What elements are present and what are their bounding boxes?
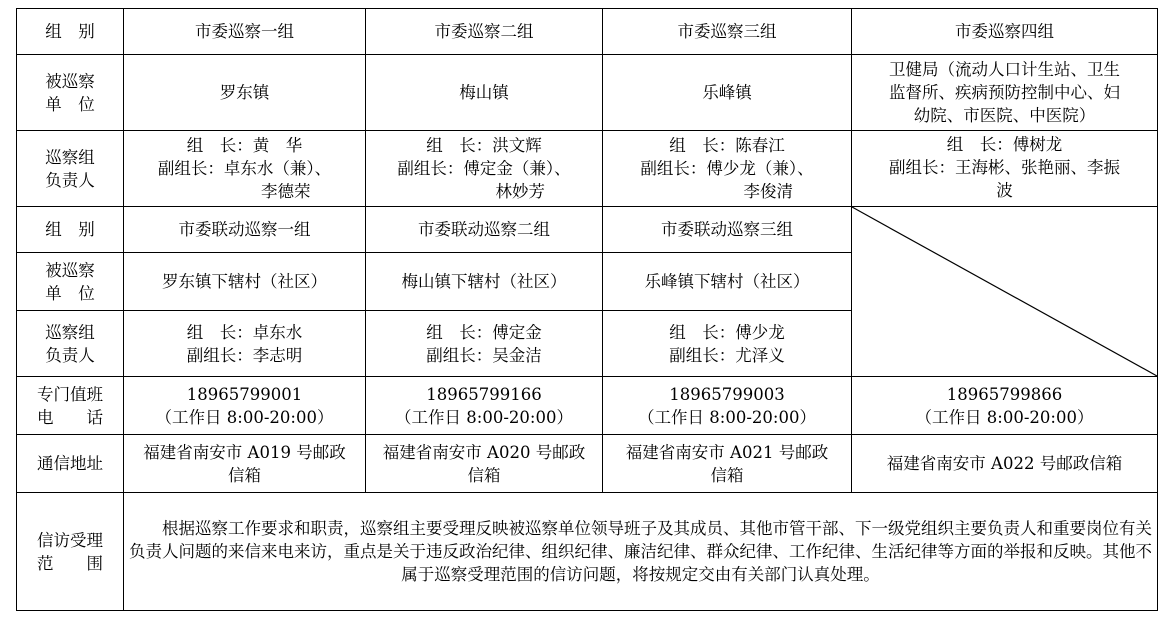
header-text: 被巡察 bbox=[45, 260, 95, 280]
header-text: 负责人 bbox=[45, 345, 95, 365]
linked-group-name-cell bbox=[366, 207, 603, 253]
header-text: 组 别 bbox=[45, 22, 95, 41]
postal-address: 福建省南安市 A022 号邮政信箱 bbox=[886, 454, 1123, 473]
postal-address-cont: 信箱 bbox=[228, 465, 261, 485]
group-name-cell bbox=[603, 9, 852, 55]
linked-leaders-cell bbox=[124, 311, 366, 377]
group-leader: 组 长：傅树龙 bbox=[946, 135, 1063, 154]
linked-group-name: 市委联动巡察二组 bbox=[418, 220, 550, 239]
linked-unit-cell bbox=[124, 253, 366, 311]
row-header-inspected-unit bbox=[17, 253, 124, 311]
address-cell bbox=[366, 435, 603, 493]
row-header-address bbox=[17, 435, 124, 493]
inspected-unit: 罗东镇 bbox=[219, 83, 270, 102]
linked-unit: 乐峰镇下辖村（社区） bbox=[644, 272, 810, 291]
table-row bbox=[17, 493, 1158, 611]
phone-number: 18965799003 bbox=[669, 384, 785, 404]
group-leader: 组 长：洪文辉 bbox=[426, 136, 542, 155]
phone-cell bbox=[603, 377, 852, 435]
deputy-leader-cont: 李俊清 bbox=[743, 182, 793, 201]
group-leader: 组 长：陈春江 bbox=[669, 136, 785, 155]
header-text: 被巡察 bbox=[45, 71, 95, 91]
phone-cell bbox=[124, 377, 366, 435]
deputy-leader-cont: 波 bbox=[996, 181, 1013, 200]
group-name: 市委巡察三组 bbox=[677, 22, 777, 41]
group-name-cell bbox=[366, 9, 603, 55]
linked-group-name-cell bbox=[124, 207, 366, 253]
header-text: 信访受理 bbox=[37, 530, 103, 550]
deputy-leader: 副组长：卓东水（兼）、 bbox=[157, 159, 332, 178]
header-text: 范 围 bbox=[37, 553, 103, 573]
header-text: 单 位 bbox=[45, 283, 95, 303]
inspected-unit-cell bbox=[124, 55, 366, 131]
table-row bbox=[17, 207, 1158, 253]
phone-number: 18965799001 bbox=[186, 384, 303, 404]
inspected-unit: 梅山镇 bbox=[459, 83, 509, 102]
linked-unit-cell bbox=[603, 253, 852, 311]
group-leader: 组 长：傅少龙 bbox=[669, 322, 785, 342]
group-name-cell bbox=[124, 9, 366, 55]
postal-address: 福建省南安市 A020 号邮政 bbox=[382, 442, 586, 462]
deputy-leader: 副组长：傅定金（兼）、 bbox=[397, 159, 571, 178]
deputy-leader: 副组长：尤泽义 bbox=[669, 345, 785, 365]
deputy-leader-cont: 李德荣 bbox=[261, 182, 311, 201]
inspected-unit-cell bbox=[366, 55, 603, 131]
row-header-leaders bbox=[17, 311, 124, 377]
address-cell bbox=[603, 435, 852, 493]
deputy-leader: 副组长：傅少龙（兼）、 bbox=[640, 159, 814, 178]
header-text: 组 别 bbox=[45, 220, 95, 239]
empty-diagonal-cell bbox=[852, 207, 1158, 377]
duty-hours: （工作日 8:00-20:00） bbox=[155, 407, 334, 427]
postal-address-cont: 信箱 bbox=[710, 465, 744, 485]
row-header-group bbox=[17, 207, 124, 253]
leaders-cell bbox=[852, 131, 1158, 207]
group-name: 市委巡察四组 bbox=[955, 22, 1054, 41]
address-cell bbox=[124, 435, 366, 493]
linked-unit-cell bbox=[366, 253, 603, 311]
row-header-inspected-unit bbox=[17, 55, 124, 131]
linked-group-name-cell bbox=[603, 207, 852, 253]
linked-group-name: 市委联动巡察三组 bbox=[661, 220, 793, 239]
group-name-cell bbox=[852, 9, 1158, 55]
linked-group-name: 市委联动巡察一组 bbox=[178, 220, 311, 239]
group-leader: 组 长：黄 华 bbox=[186, 136, 303, 155]
phone-number: 18965799866 bbox=[946, 384, 1063, 404]
deputy-leader: 副组长：吴金洁 bbox=[426, 345, 542, 365]
linked-leaders-cell bbox=[366, 311, 603, 377]
linked-leaders-cell bbox=[603, 311, 852, 377]
row-header-group bbox=[17, 9, 124, 55]
scope-text: 根据巡察工作要求和职责，巡察组主要受理反映被巡察单位领导班子及其成员、其他市管干部、下一级党组织主要负责人和重要岗位有关负责人问题的来信来电来访，重点是关于违反政治纪律、组织纪律、廉洁纪律、群众纪律、工作纪律、生活纪律等方面的举报和反映。其他不属于巡察受理范围的信访问题，将按规定交由有关部门认真处理。 bbox=[129, 519, 1152, 584]
group-leader: 组 长：卓东水 bbox=[186, 322, 303, 342]
row-header-leaders bbox=[17, 131, 124, 207]
linked-unit: 罗东镇下辖村（社区） bbox=[162, 272, 327, 291]
header-text: 通信地址 bbox=[37, 454, 103, 473]
deputy-leader: 副组长：李志明 bbox=[186, 345, 303, 365]
address-cell bbox=[852, 435, 1158, 493]
postal-address-cont: 信箱 bbox=[467, 465, 501, 485]
duty-hours: （工作日 8:00-20:00） bbox=[395, 407, 573, 427]
inspection-info-table bbox=[16, 8, 1158, 611]
linked-unit: 梅山镇下辖村（社区） bbox=[401, 272, 567, 291]
phone-number: 18965799166 bbox=[426, 384, 542, 404]
table-row bbox=[17, 377, 1158, 435]
header-text: 巡察组 bbox=[45, 322, 95, 342]
header-text: 负责人 bbox=[45, 170, 95, 190]
phone-cell bbox=[852, 377, 1158, 435]
inspected-unit-line: 卫健局（流动人口计生站、卫生 bbox=[889, 60, 1120, 79]
header-text: 电 话 bbox=[37, 407, 103, 427]
leaders-cell bbox=[366, 131, 603, 207]
inspected-unit-cell bbox=[852, 55, 1158, 131]
deputy-leader-cont: 林妙芳 bbox=[495, 182, 546, 201]
row-header-scope bbox=[17, 493, 124, 611]
leaders-cell bbox=[603, 131, 852, 207]
header-text: 巡察组 bbox=[45, 147, 95, 167]
table-row bbox=[17, 55, 1158, 131]
group-name: 市委巡察二组 bbox=[434, 22, 534, 41]
inspected-unit-cell bbox=[603, 55, 852, 131]
leaders-cell bbox=[124, 131, 366, 207]
header-text: 单 位 bbox=[45, 94, 95, 114]
inspected-unit: 乐峰镇 bbox=[702, 83, 752, 102]
group-leader: 组 长：傅定金 bbox=[426, 322, 542, 342]
phone-cell bbox=[366, 377, 603, 435]
postal-address: 福建省南安市 A019 号邮政 bbox=[143, 442, 346, 462]
diagonal-line bbox=[852, 207, 1157, 376]
postal-address: 福建省南安市 A021 号邮政 bbox=[625, 442, 829, 462]
table-row bbox=[17, 435, 1158, 493]
inspected-unit-line: 监督所、疾病预防控制中心、妇 bbox=[889, 83, 1120, 102]
duty-hours: （工作日 8:00-20:00） bbox=[638, 407, 816, 427]
header-text: 专门值班 bbox=[37, 384, 103, 404]
deputy-leader: 副组长：王海彬、张艳丽、李振 bbox=[889, 158, 1120, 177]
table-row bbox=[17, 9, 1158, 55]
duty-hours: （工作日 8:00-20:00） bbox=[915, 407, 1094, 427]
group-name: 市委巡察一组 bbox=[195, 22, 294, 41]
row-header-phone bbox=[17, 377, 124, 435]
scope-text-cell bbox=[124, 493, 1158, 611]
inspected-unit-line: 幼院、市医院、中医院） bbox=[913, 106, 1096, 125]
table-row bbox=[17, 131, 1158, 207]
